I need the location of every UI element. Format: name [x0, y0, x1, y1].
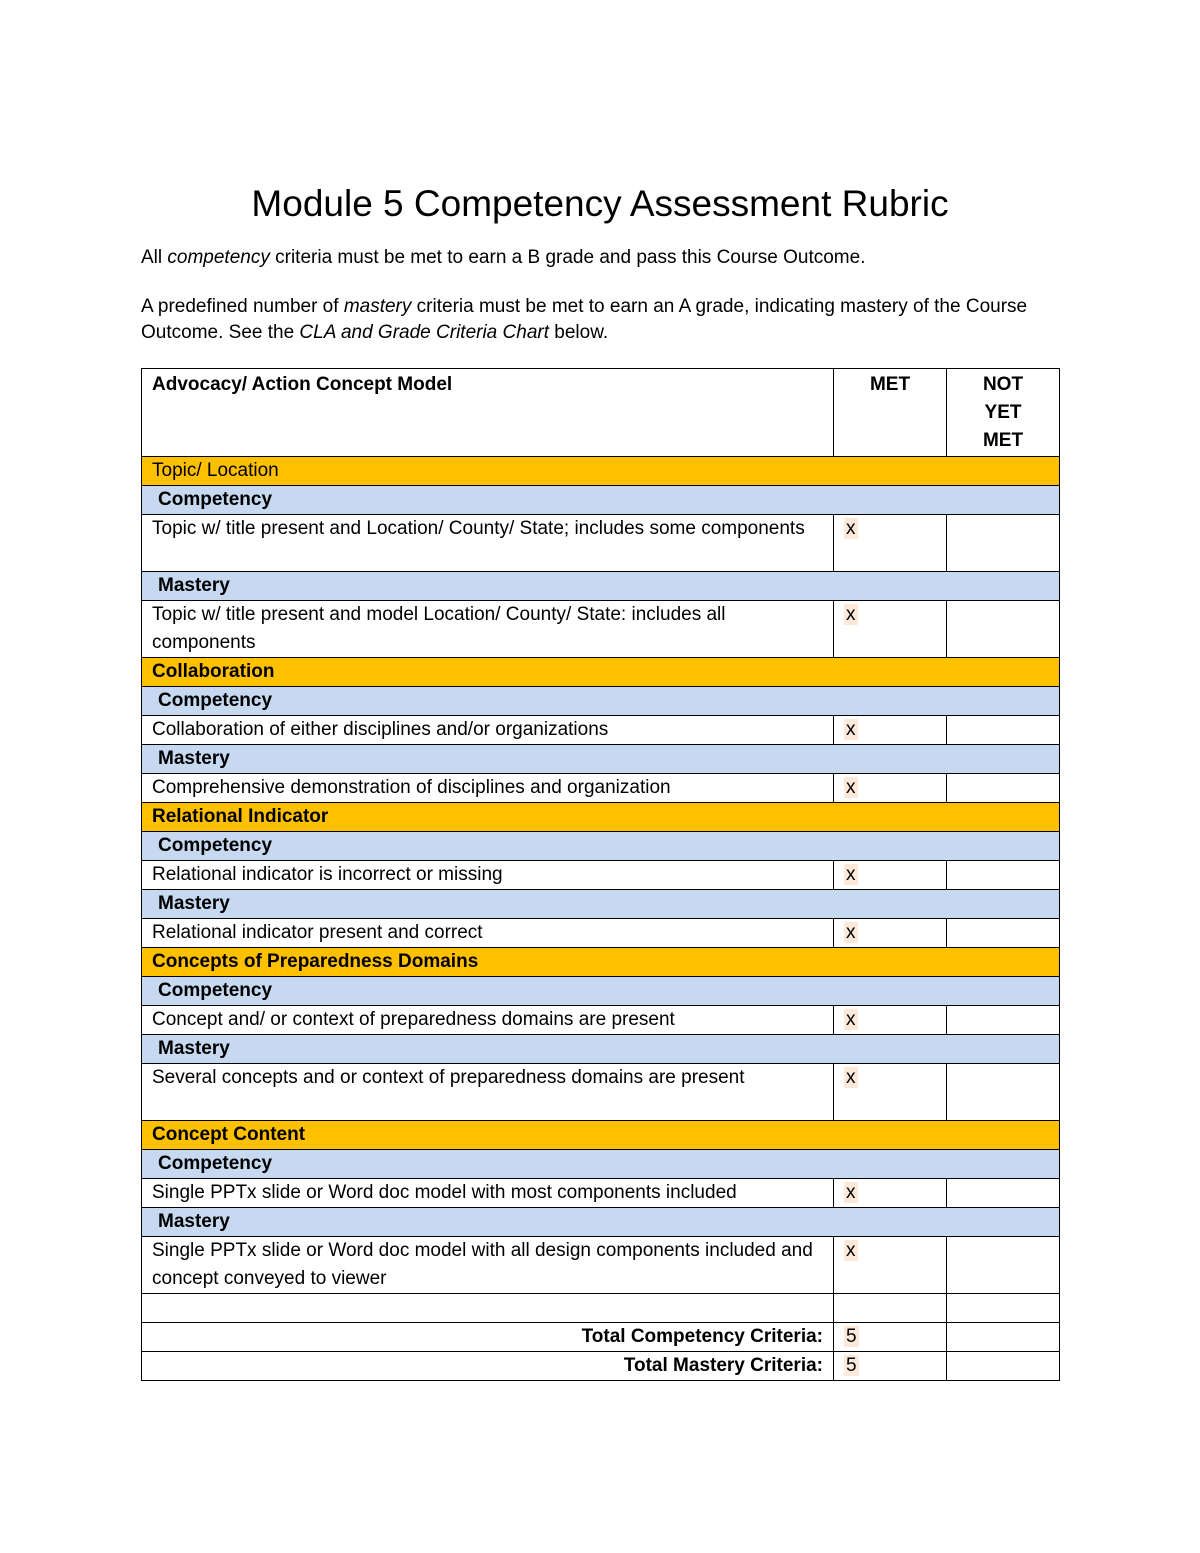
total-mastery-cell — [834, 1352, 947, 1381]
competency-instruction: All competency criteria must be met to earn a B grade and pass this Course Outcome. — [141, 247, 866, 268]
level-row — [142, 1208, 1060, 1237]
criterion-row — [142, 601, 1060, 658]
competency-label: Competency — [142, 832, 1060, 861]
not-met-cell — [947, 1064, 1060, 1121]
met-cell — [834, 919, 947, 948]
met-mark: x — [846, 777, 856, 798]
header-criteria: Advocacy/ Action Concept Model — [142, 369, 834, 457]
competency-label: Competency — [142, 687, 1060, 716]
met-cell — [834, 1064, 947, 1121]
not-met-cell — [947, 716, 1060, 745]
mastery-label: Mastery — [142, 572, 1060, 601]
met-cell — [834, 1237, 947, 1294]
section-row — [142, 803, 1060, 832]
criterion-text: Topic w/ title present and model Location/ County/ State: includes all components — [142, 601, 834, 658]
criterion-row — [142, 716, 1060, 745]
section-row — [142, 457, 1060, 486]
met-cell — [834, 774, 947, 803]
section-title: Collaboration — [142, 658, 1060, 687]
met-cell — [834, 1179, 947, 1208]
level-row — [142, 832, 1060, 861]
level-row — [142, 745, 1060, 774]
met-cell — [834, 1006, 947, 1035]
met-mark: x — [846, 518, 856, 539]
section-row — [142, 1121, 1060, 1150]
not-met-cell — [947, 1006, 1060, 1035]
not-met-cell — [947, 861, 1060, 890]
level-row — [142, 572, 1060, 601]
criterion-text: Collaboration of either disciplines and/or organizations — [142, 716, 834, 745]
met-mark: x — [846, 1240, 856, 1261]
competency-label: Competency — [142, 977, 1060, 1006]
criterion-text: Single PPTx slide or Word doc model with most components included — [142, 1179, 834, 1208]
competency-label: Competency — [142, 486, 1060, 515]
page-title: Module 5 Competency Assessment Rubric — [251, 183, 949, 224]
total-row — [142, 1323, 1060, 1352]
met-mark: x — [846, 864, 856, 885]
met-cell — [834, 601, 947, 658]
rubric-table — [141, 368, 1060, 1381]
section-title: Topic/ Location — [142, 457, 1060, 486]
met-mark: x — [846, 719, 856, 740]
mastery-label: Mastery — [142, 1035, 1060, 1064]
met-cell — [834, 861, 947, 890]
criterion-text: Single PPTx slide or Word doc model with all design components included and concept conveyed to viewer — [142, 1237, 834, 1294]
level-row — [142, 486, 1060, 515]
criterion-row — [142, 774, 1060, 803]
met-mark: x — [846, 1182, 856, 1203]
criterion-row — [142, 1006, 1060, 1035]
level-row — [142, 1150, 1060, 1179]
met-cell — [834, 515, 947, 572]
criterion-row — [142, 1064, 1060, 1121]
criterion-text: Relational indicator is incorrect or missing — [142, 861, 834, 890]
level-row — [142, 977, 1060, 1006]
section-title: Concepts of Preparedness Domains — [142, 948, 1060, 977]
not-met-cell — [947, 1179, 1060, 1208]
total-competency-label: Total Competency Criteria: — [142, 1323, 834, 1352]
total-competency-not-met — [947, 1323, 1060, 1352]
met-mark: x — [846, 1067, 856, 1088]
total-mastery-not-met — [947, 1352, 1060, 1381]
not-met-cell — [947, 1237, 1060, 1294]
criterion-row — [142, 515, 1060, 572]
table-header-row — [142, 369, 1060, 457]
criterion-text: Several concepts and or context of preparedness domains are present — [142, 1064, 834, 1121]
level-row — [142, 1035, 1060, 1064]
total-competency-value: 5 — [846, 1326, 857, 1347]
mastery-instruction: A predefined number of mastery criteria must be met to earn an A grade, indicating mastery of the Course Outcome. See the CLA and Grade Criteria Chart below. — [141, 296, 1028, 343]
total-mastery-label: Total Mastery Criteria: — [142, 1352, 834, 1381]
not-met-cell — [947, 774, 1060, 803]
mastery-label: Mastery — [142, 1208, 1060, 1237]
criterion-text: Comprehensive demonstration of disciplines and organization — [142, 774, 834, 803]
met-mark: x — [846, 604, 856, 625]
total-row — [142, 1352, 1060, 1381]
met-mark: x — [846, 922, 856, 943]
not-met-cell — [947, 601, 1060, 658]
section-row — [142, 948, 1060, 977]
competency-label: Competency — [142, 1150, 1060, 1179]
section-title: Concept Content — [142, 1121, 1060, 1150]
criterion-text: Topic w/ title present and Location/ County/ State; includes some components — [142, 515, 834, 572]
blank-row — [142, 1294, 1060, 1323]
criterion-row — [142, 1179, 1060, 1208]
not-met-cell — [947, 919, 1060, 948]
criterion-text: Relational indicator present and correct — [142, 919, 834, 948]
criterion-row — [142, 861, 1060, 890]
header-met: MET — [834, 369, 947, 457]
header-not-yet-met: NOT YET MET — [947, 369, 1060, 457]
section-row — [142, 658, 1060, 687]
criterion-row — [142, 919, 1060, 948]
criterion-row — [142, 1237, 1060, 1294]
level-row — [142, 890, 1060, 919]
total-mastery-value: 5 — [846, 1355, 857, 1376]
section-title: Relational Indicator — [142, 803, 1060, 832]
met-cell — [834, 716, 947, 745]
level-row — [142, 687, 1060, 716]
mastery-label: Mastery — [142, 745, 1060, 774]
total-competency-cell — [834, 1323, 947, 1352]
mastery-label: Mastery — [142, 890, 1060, 919]
not-met-cell — [947, 515, 1060, 572]
met-mark: x — [846, 1009, 856, 1030]
criterion-text: Concept and/ or context of preparedness domains are present — [142, 1006, 834, 1035]
